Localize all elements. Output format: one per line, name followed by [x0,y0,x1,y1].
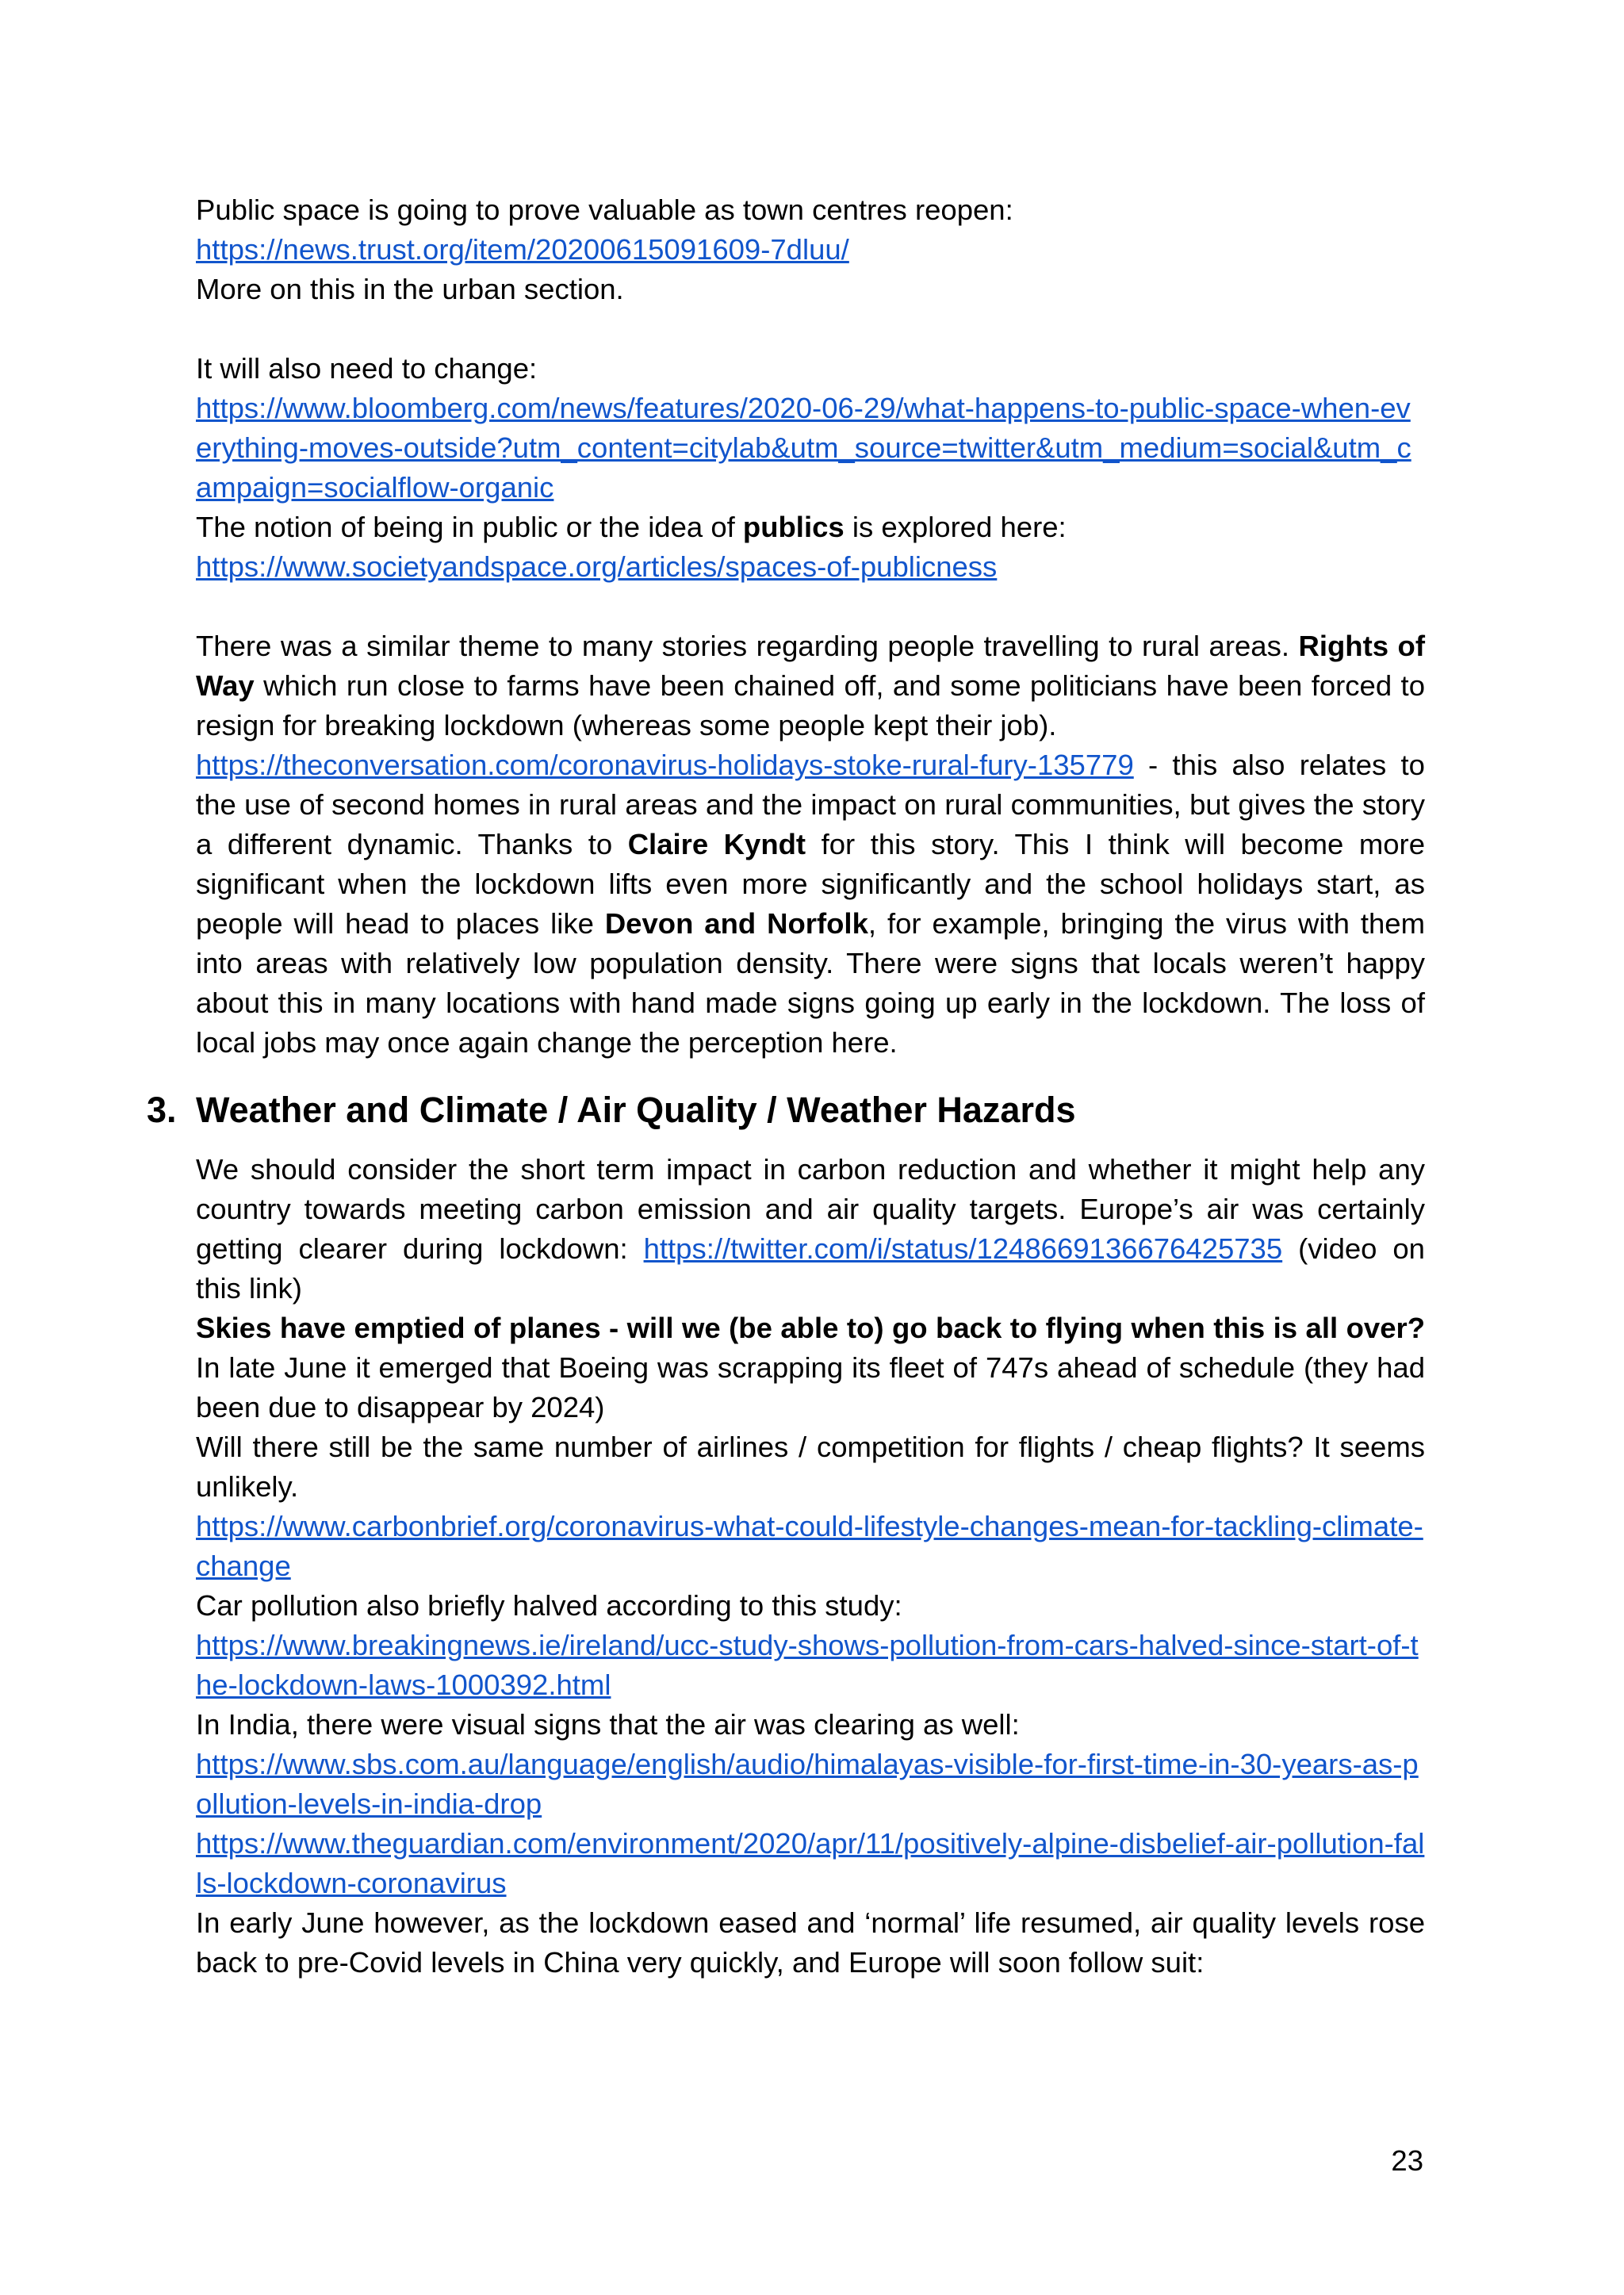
page-body [147,190,1426,1983]
text: In early June however, as the lockdown eased and ‘normal’ life resumed, air quality levels rose back to pre-Covid levels in China very quickly, and Europe will soon follow suit: [196,1906,1425,1979]
page-number: 23 [1391,2144,1423,2177]
text: More on this in the urban section. [196,273,624,305]
text: Will there still be the same number of airlines / competition for flights / cheap flights? It seems unlikely. [196,1431,1425,1503]
paragraph-carbon-reduction [196,1150,1425,1308]
paragraph-planes [196,1308,1425,1427]
text: is explored here: [844,511,1067,543]
paragraph-airlines [196,1427,1425,1983]
text: - this also relates to the use of second homes in rural areas and the impact on rural communities, but gives the story a different dynamic. Thanks to [196,749,1425,860]
paragraph-change [196,349,1425,587]
link-sbs[interactable]: https://www.sbs.com.au/language/english/audio/himalayas-visible-for-first-time-in-30-years-as-pollution-levels-in-india-drop [196,1748,1419,1820]
link-the-conversation[interactable]: https://theconversation.com/coronavirus-holidays-stoke-rural-fury-135779 [196,749,1134,781]
bold-text: Skies have emptied of planes - will we (be able to) go back to flying when this is all over? [196,1312,1425,1344]
link-bloomberg[interactable]: https://www.bloomberg.com/news/features/2020-06-29/what-happens-to-public-space-when-everything-moves-outside?utm_content=citylab&utm_source=twitter&utm_medium=social&utm_campaign=socialflow-organic [196,392,1411,504]
text: We should consider the short term impact in carbon reduction and whether it might help any country towards meeting carbon emission and air quality targets. Europe’s air was certainly getting clearer during lockdown: [196,1153,1425,1265]
paragraph-public-space [196,190,1425,309]
text: In India, there were visual signs that the air was clearing as well: [196,1708,1020,1741]
bold-text: Claire Kyndt [627,828,806,860]
bold-text: Rights of Way [196,630,1426,702]
link-news-trust[interactable]: https://news.trust.org/item/20200615091609-7dluu/ [196,233,849,266]
section-title: Weather and Climate / Air Quality / Weather Hazards [196,1090,1076,1130]
link-twitter-status[interactable]: https://twitter.com/i/status/1248669136676425735 [643,1232,1283,1265]
section-number: 3. [147,1090,177,1130]
bold-text: publics [742,511,845,543]
text: There was a similar theme to many stories regarding people travelling to rural areas. [196,630,1299,662]
text: Car pollution also briefly halved according to this study: [196,1589,902,1622]
link-society-and-space[interactable]: https://www.societyandspace.org/articles/spaces-of-publicness [196,550,998,583]
text: which run close to farms have been chained off, and some politicians have been forced to resign for breaking lockdown (whereas some people kept their job). [196,669,1425,741]
text: (video on this link) [196,1232,1425,1305]
text: for this story. This I think will become more significant when the lockdown lifts even more significantly and the school holidays start, as people will head to places like [196,828,1425,940]
text: Public space is going to prove valuable as town centres reopen: [196,193,1013,226]
text: , for example, bringing the virus with them into areas with relatively low population density. There were signs that locals weren’t happy about this in many locations with hand made signs going up early in the lockdown. The loss of local jobs may once again change the perception here. [196,907,1425,1059]
link-carbonbrief[interactable]: https://www.carbonbrief.org/coronavirus-what-could-lifestyle-changes-mean-for-tackling-climate-change [196,1510,1423,1582]
text: It will also need to change: [196,352,538,385]
text: The notion of being in public or the idea of [196,511,743,543]
bold-text: Devon and Norfolk [604,907,868,940]
link-breakingnews[interactable]: https://www.breakingnews.ie/ireland/ucc-study-shows-pollution-from-cars-halved-since-start-of-the-lockdown-laws-1000392.html [196,1629,1419,1701]
paragraph-rural-areas [196,626,1425,1063]
text: In late June it emerged that Boeing was scrapping its fleet of 747s ahead of schedule (they had been due to disappear by 2024) [196,1351,1425,1423]
section-heading [147,1086,1425,1134]
link-guardian[interactable]: https://www.theguardian.com/environment/2020/apr/11/positively-alpine-disbelief-air-pollution-falls-lockdown-coronavirus [196,1827,1425,1899]
